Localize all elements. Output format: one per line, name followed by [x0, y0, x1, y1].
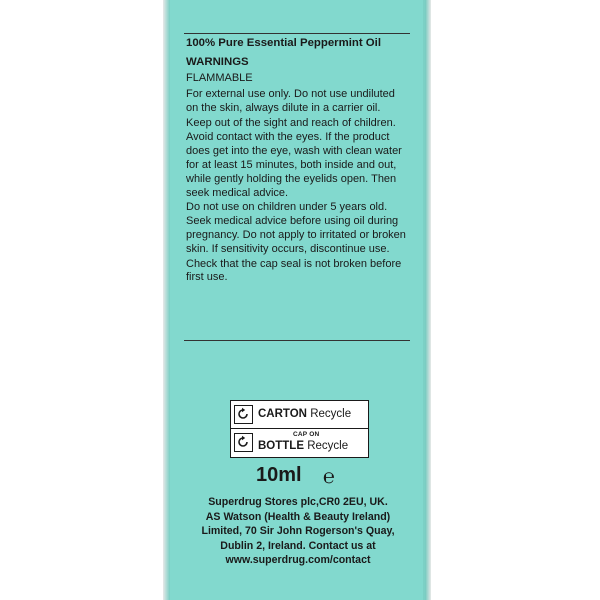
- warning-item: Keep out of the sight and reach of children.: [186, 116, 396, 129]
- company-line: AS Watson (Health & Beauty Ireland): [205, 510, 391, 523]
- flammable-label: FLAMMABLE: [186, 72, 253, 84]
- warning-item: Do not use on children under 5 years old. Seek medical advice before using oil during pregnancy. Do not apply to irritated or broken skin. If sensitivity occurs, discontinue use.: [186, 201, 406, 255]
- recycling-panel: [230, 400, 369, 458]
- product-title: 100% Pure Essential Peppermint Oil: [186, 37, 381, 49]
- company-line: Dublin 2, Ireland. Contact us at: [220, 539, 376, 552]
- box-left-edge: [163, 0, 170, 600]
- warning-item: Avoid contact with the eyes. If the product does get into the eye, wash with clean water for at least 15 minutes, both inside and out, while gently holding the eyelids open. Then seek medical advice.: [186, 131, 402, 199]
- warnings-list: [186, 88, 408, 286]
- estimated-sign-icon: ℮: [323, 466, 336, 488]
- warning-item: For external use only. Do not use undiluted on the skin, always dilute in a carrier oil.: [186, 88, 395, 114]
- bottle-recycle-label: BOTTLE Recycle: [258, 440, 349, 452]
- volume-amount: 10ml: [256, 464, 302, 486]
- recycle-arrow-icon: [234, 433, 253, 452]
- top-rule: [184, 33, 410, 34]
- carton-recycle-label: CARTON Recycle: [258, 408, 352, 420]
- warning-item: Check that the cap seal is not broken before first use.: [186, 257, 402, 284]
- company-line: www.superdrug.com/contact: [225, 554, 371, 567]
- company-line: Limited, 70 Sir John Rogerson's Quay,: [201, 525, 395, 538]
- bottle-recycle-row: [231, 429, 368, 456]
- warnings-heading: WARNINGS: [186, 56, 249, 68]
- company-line: Superdrug Stores plc,CR0 2EU, UK.: [208, 496, 388, 508]
- carton-recycle-row: [231, 401, 368, 429]
- cap-on-note: CAP ON: [293, 431, 320, 438]
- box-right-edge: [425, 0, 431, 600]
- recycle-arrow-icon: [234, 405, 253, 424]
- company-address: [188, 495, 408, 568]
- bottom-rule: [184, 340, 410, 341]
